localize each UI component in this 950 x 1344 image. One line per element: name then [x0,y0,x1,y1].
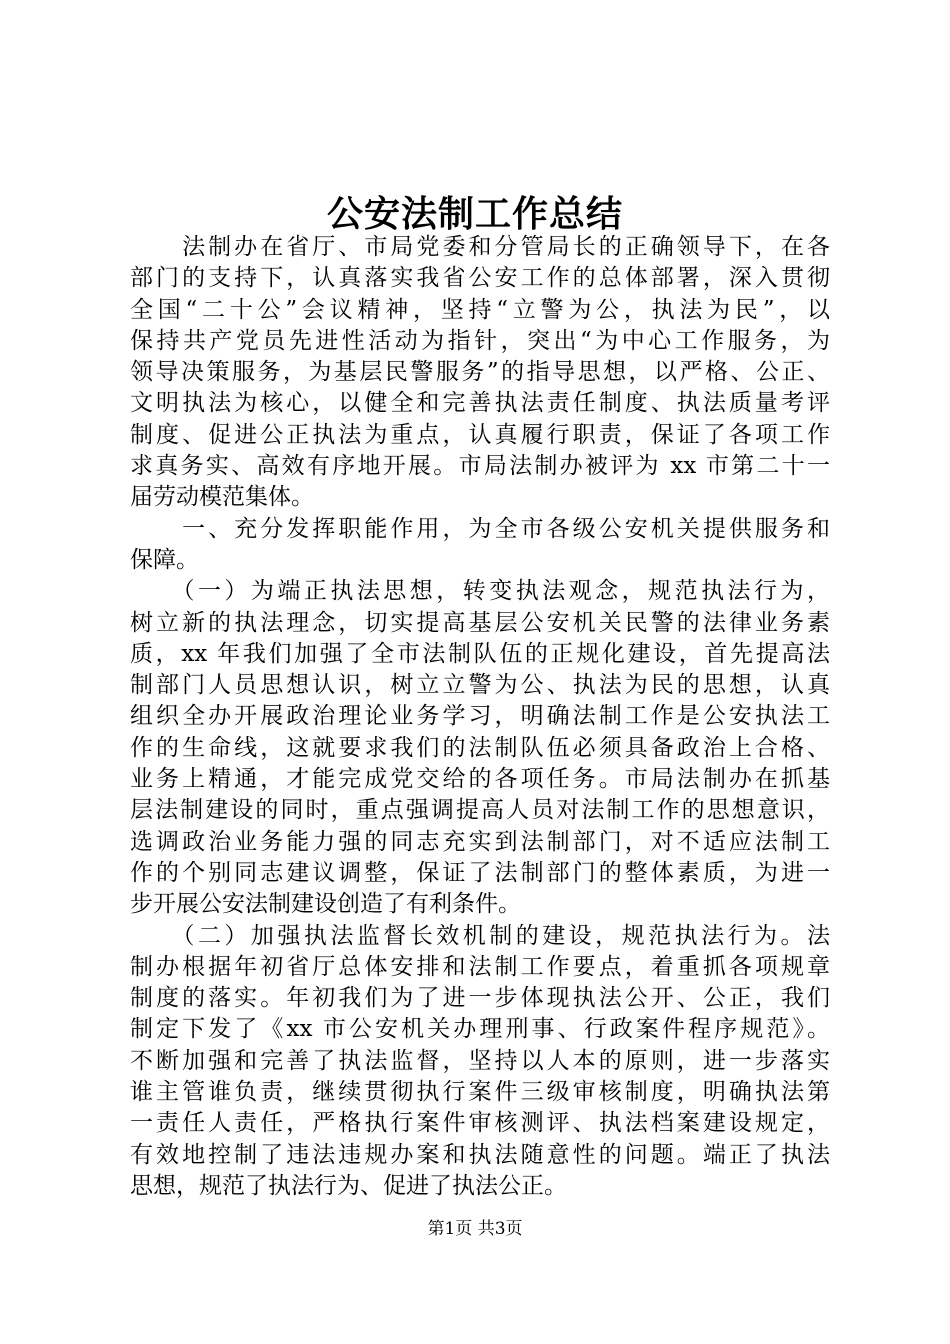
text-line: 步开展公安法制建设创造了有利条件。 [130,891,521,918]
text-line: 作的个别同志建议调整，保证了法制部门的整体素质，为进一 [130,859,830,886]
text-line: 不断加强和完善了执法监督，坚持以人本的原则，进一步落实 [130,1047,830,1074]
text-line: 文明执法为核心，以健全和完善执法责任制度、执法质量考评 [130,390,830,417]
text-line: 制定下发了《xx 市公安机关办理刑事、行政案件程序规范》。 [130,1016,830,1043]
document-title: 公安法制工作总结 [326,193,623,235]
text-line: 组织全办开展政治理论业务学习，明确法制工作是公安执法工 [130,703,830,730]
text-line: （一）为端正执法思想，转变执法观念，规范执法行为， [130,578,830,605]
text-line: 层法制建设的同时，重点强调提高人员对法制工作的思想意识， [130,797,830,824]
text-line: 选调政治业务能力强的同志充实到法制部门，对不适应法制工 [130,828,830,855]
text-line: 质，xx 年我们加强了全市法制队伍的正规化建设，首先提高法 [130,640,830,667]
text-line: 业务上精通，才能完成党交给的各项任务。市局法制办在抓基 [130,766,830,793]
text-line: 法制办在省厅、市局党委和分管局长的正确领导下，在各 [130,234,830,260]
text-line: 领导决策服务，为基层民警服务”的指导思想，以严格、公正、 [130,359,830,386]
text-line: 届劳动模范集体。 [130,484,314,511]
text-line: 制度的落实。年初我们为了进一步体现执法公开、公正，我们 [130,985,830,1012]
text-line: 作的生命线，这就要求我们的法制队伍必须具备政治上合格、 [130,734,830,761]
text-line: 一、充分发挥职能作用，为全市各级公安机关提供服务和 [130,515,830,542]
text-line: 制办根据年初省厅总体安排和法制工作要点，着重抓各项规章 [130,953,830,980]
text-line: 求真务实、高效有序地开展。市局法制办被评为 xx 市第二十一 [130,453,830,480]
page-number: 第1页 共3页 [427,1219,523,1239]
text-line: 一责任人责任，严格执行案件审核测评、执法档案建设规定， [130,1110,830,1137]
text-line: 全国“二十公”会议精神，坚持“立警为公，执法为民”，以 [130,296,830,323]
text-line: （二）加强执法监督长效机制的建设，规范执法行为。法 [130,922,830,949]
text-line: 思想，规范了执法行为、促进了执法公正。 [130,1172,567,1199]
text-line: 制部门人员思想认识，树立立警为公、执法为民的思想，认真 [130,672,830,699]
text-line: 树立新的执法理念，切实提高基层公安机关民警的法律业务素 [130,609,830,636]
text-line: 制度、促进公正执法为重点，认真履行职责，保证了各项工作 [130,421,830,448]
text-line: 有效地控制了违法违规办案和执法随意性的问题。端正了执法 [130,1141,830,1168]
document-body [130,232,830,1202]
text-line: 谁主管谁负责，继续贯彻执行案件三级审核制度，明确执法第 [130,1079,830,1106]
text-line: 保持共产党员先进性活动为指针，突出“为中心工作服务，为 [130,327,830,354]
text-line: 部门的支持下，认真落实我省公安工作的总体部署，深入贯彻 [130,265,830,292]
text-line: 保障。 [130,546,199,573]
